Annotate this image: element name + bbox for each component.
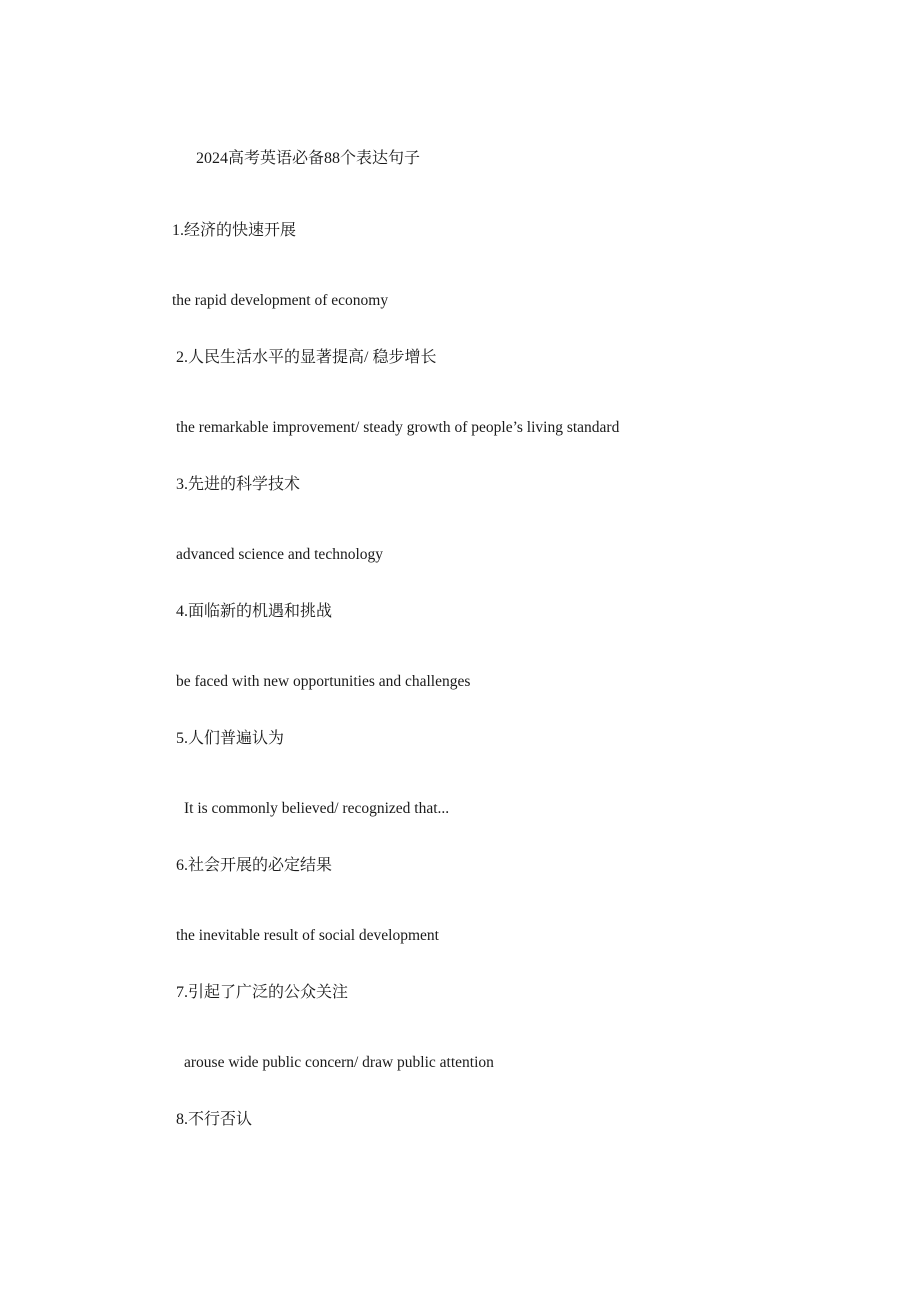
item-english-5: It is commonly believed/ recognized that...: [184, 800, 450, 817]
item-english-7: arouse wide public concern/ draw public attention: [184, 1054, 494, 1071]
item-english-6: the inevitable result of social development: [176, 927, 439, 944]
item-heading-8: 8.不行否认: [176, 1111, 253, 1128]
item-heading-1: 1.经济的快速开展: [172, 222, 297, 239]
item-heading-2: 2.人民生活水平的显著提高/ 稳步增长: [176, 349, 437, 366]
item-heading-6: 6.社会开展的必定结果: [176, 857, 333, 874]
item-heading-7: 7.引起了广泛的公众关注: [176, 984, 349, 1001]
item-english-2: the remarkable improvement/ steady growth of people’s living standard: [176, 419, 620, 436]
item-english-3: advanced science and technology: [176, 546, 384, 563]
item-english-1: the rapid development of economy: [172, 292, 389, 309]
item-heading-5: 5.人们普遍认为: [176, 730, 285, 747]
item-heading-3: 3.先进的科学技术: [176, 476, 301, 493]
document-title: 2024高考英语必备88个表达句子: [196, 150, 421, 167]
item-heading-4: 4.面临新的机遇和挑战: [176, 603, 333, 620]
item-english-4: be faced with new opportunities and challenges: [176, 673, 471, 690]
